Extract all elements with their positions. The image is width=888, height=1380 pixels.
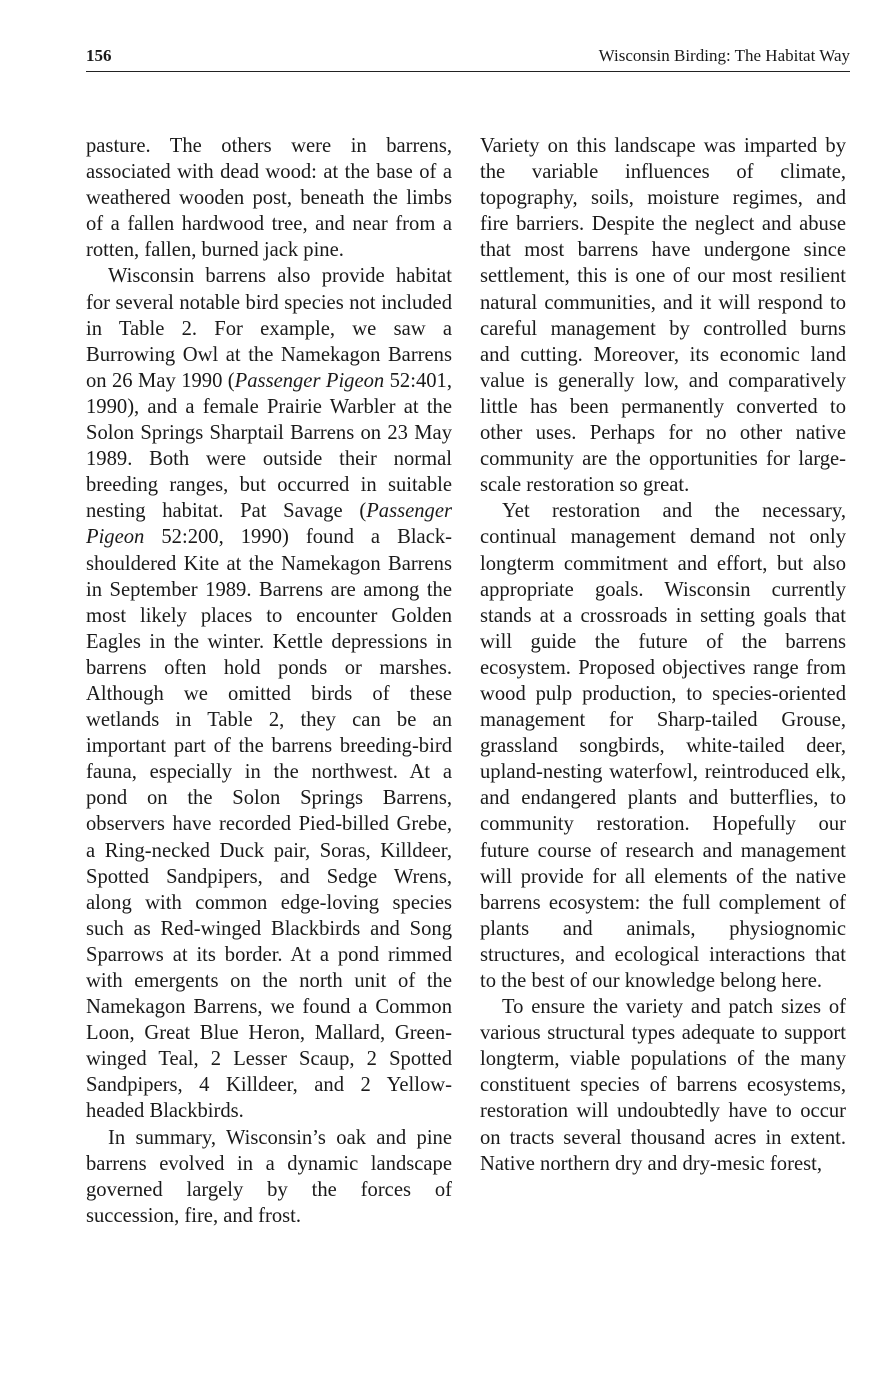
- italic-citation: Passenger Pigeon: [234, 369, 385, 392]
- text-run: 52:200, 1990) found a Black-shouldered Kite at the Namekagon Barrens in September 1989. Barrens are among the most likely places to encounter Golden Eagles in the winter. Kettle depressions in barrens often hold ponds or marshes. Although we omitted birds of these wetlands in Table 2, they can be an important part of the barrens breeding-bird fauna, especially in the northwest. At a pond on the Solon Springs Barrens, observers have recorded Pied-billed Grebe, a Ring-necked Duck pair, Soras, Killdeer, Spotted Sandpipers, and Sedge Wrens, along with common edge-loving species such as Red-winged Blackbirds and Song Sparrows at its border. At a pond rimmed with emergents on the north unit of the Namekagon Barrens, we found a Common Loon, Great Blue Heron, Mallard, Green-winged Teal, 2 Lesser Scaup, 2 Spotted Sandpipers, 4 Killdeer, and 2 Yellow-headed Blackbirds.: [86, 526, 452, 1123]
- text-run: 52:401, 1990), and a female Prairie Warbler at the Solon Springs Sharptail Barrens on 23 May 1989. Both were outside their normal breeding ranges, but occurred in suitable nesting habitat. Pat Savage (: [86, 369, 452, 523]
- left-column: [86, 133, 452, 1229]
- paragraph: [480, 498, 846, 994]
- text-run: In summary, Wisconsin’s oak and pine barrens evolved in a dynamic landscape governed largely by the forces of succession, fire, and frost.: [86, 1126, 452, 1227]
- text-run: pasture. The others were in barrens, associated with dead wood: at the base of a weathered wooden post, beneath the limbs of a fallen hardwood tree, and near from a rotten, fallen, burned jack pine.: [86, 135, 452, 262]
- text-run: Variety on this landscape was imparted by the variable influences of climate, topography, soils, moisture regimes, and fire barriers. Despite the neglect and abuse that most barrens have undergone since settlement, this is one of our most resilient natural communities, and it will respond to careful management by controlled burns and cutting. Moreover, its economic land value is generally low, and comparatively little has been permanently converted to other uses. Perhaps for no other native community are the opportunities for large-scale restoration so great.: [480, 135, 846, 497]
- running-title: Wisconsin Birding: The Habitat Way: [598, 46, 850, 65]
- running-head: [86, 46, 850, 70]
- paragraph: [86, 1125, 452, 1229]
- page-number: 156: [86, 46, 112, 65]
- right-column: [480, 133, 846, 1177]
- paragraph: [480, 994, 846, 1177]
- text-run: Wisconsin barrens also provide habitat for several notable bird species not included in Table 2. For example, we saw a Burrowing Owl at the Namekagon Barrens on 26 May 1990 (: [86, 265, 452, 392]
- header-rule: [86, 71, 850, 72]
- italic-citation: Passenger Pigeon: [86, 500, 452, 549]
- paragraph: [86, 133, 452, 263]
- text-run: Yet restoration and the necessary, continual management demand not only longterm commitment and effort, but also appropriate goals. Wisconsin currently stands at a crossroads in setting goals that will guide the future of the barrens ecosystem. Proposed objectives range from wood pulp production, to species-oriented management for Sharp-tailed Grouse, grassland songbirds, white-tailed deer, upland-nesting waterfowl, reintroduced elk, and endangered plants and butterflies, to community restoration. Hopefully our future course of research and management will provide for all elements of the native barrens ecosystem: the full complement of plants and animals, physiognomic structures, and ecological interactions that to the best of our knowledge belong here.: [480, 500, 846, 992]
- text-run: To ensure the variety and patch sizes of various structural types adequate to support longterm, viable populations of the many constituent species of barrens ecosystems, restoration will undoubtedly have to occur on tracts several thousand acres in extent. Native northern dry and dry-mesic forest,: [480, 996, 846, 1175]
- paragraph: [480, 133, 846, 498]
- paragraph: [86, 263, 452, 1124]
